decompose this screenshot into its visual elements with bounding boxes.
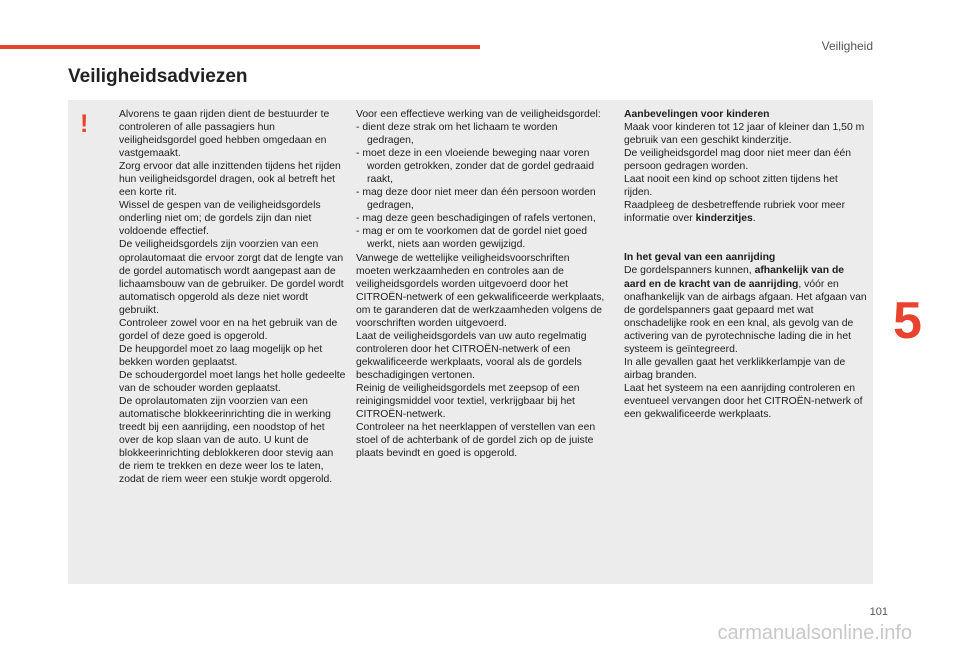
spacer <box>624 238 868 251</box>
heading-children: Aanbevelingen voor kinderen <box>624 109 770 120</box>
list-item: - moet deze in een vloeiende beweging naar voren worden getrokken, zonder dat de gordel gedraaid raakt, <box>356 148 595 186</box>
page-number: 101 <box>869 606 888 618</box>
children-reference <box>624 199 868 225</box>
header-accent-bar <box>0 45 480 49</box>
list-item: - dient deze strak om het lichaam te worden gedragen, <box>356 122 558 147</box>
column-3 <box>624 108 868 421</box>
reference-suffix: . <box>752 213 756 225</box>
heading-collision: In het geval van een aanrijding <box>624 252 776 264</box>
collision-text-suffix: , vóór en onafhankelijk van de airbags afgaan. Het afgaan van de gordelspanners gaat gepaard met wat onschadelijke rook en een knal, als gevolg van de activering van de pyrotechnische lading die in het systeem is geïntegreerd. In alle gevallen gaat het verklikkerlampje van de airbag branden. Laat het systeem na een aanrijding controleren en eventueel vervangen door het CITROËN-netwerk of een gekwalificeerde werkplaats. <box>624 278 867 420</box>
spacer <box>624 225 868 238</box>
children-text: Maak voor kinderen tot 12 jaar of kleiner dan 1,50 m gebruik van een geschikt kinderzitje. De veiligheidsgordel mag door niet meer dan één persoon gedragen worden. Laat nooit een kind op schoot zitten tijdens het rijden. <box>624 122 865 199</box>
collision-text-prefix: De gordelspanners kunnen, <box>624 265 755 277</box>
chapter-number: 5 <box>893 292 922 350</box>
column-1 <box>119 108 347 486</box>
list-item: - mag deze geen beschadigingen of rafels vertonen, <box>356 213 596 225</box>
collision-text <box>624 264 868 421</box>
column-2-intro: Voor een effectieve werking van de veiligheidsgordel: <box>356 109 601 120</box>
column-1-text: Alvorens te gaan rijden dient de bestuurder te controleren of alle passagiers hun veiligheidsgordel goed hebben omgedaan en vastgemaakt. Zorg ervoor dat alle inzittenden tijdens het rijden hun veiligheidsgordel dragen, ook al betreft het een korte rit. Wissel de gespen van de veiligheidsgordels onderling niet om; de gordels zijn dan niet voldoende effectief. De veiligheidsgordels zijn voorzien van een oprolautomaat die ervoor zorgt dat de lengte van de gordel automatisch wordt aangepast aan de lichaamsbouw van de gebruiker. De gordel wordt automatisch opgerold als deze niet wordt gebruikt. Controleer zowel voor en na het gebruik van de gordel of deze goed is opgerold. De heupgordel moet zo laag mogelijk op het bekken worden geplaatst. De schoudergordel moet langs het holle gedeelte van de schouder worden geplaatst. De oprolautomaten zijn voorzien van een automatische blokkeerinrichting die in werking treedt bij een aanrijding, een noodstop of het over de kop slaan van de auto. U kunt de blokkeerinrichting deblokkeren door stevig aan de riem te trekken en deze weer los te laten, zodat de riem weer een stukje wordt opgerold. <box>119 109 346 486</box>
column-2-text: Vanwege de wettelijke veiligheidsvoorschriften moeten werkzaamheden en controles aan de veiligheidsgordels worden uitgevoerd door het CITROËN-netwerk of een gekwalificeerde werkplaats, om te garanderen dat de werkzaamheden volgens de voorschriften worden uitgevoerd. Laat de veiligheidsgordels van uw auto regelmatig controleren door het CITROËN-netwerk of een gekwalificeerde werkplaats, vooral als de gordels beschadigingen vertonen. Reinig de veiligheidsgordels met zeepsop of een reinigingsmiddel voor textiel, verkrijgbaar bij het CITROËN-netwerk. Controleer na het neerklappen of verstellen van een stoel of de achterbank of de gordel zich op de juiste plaats bevindt en goed is opgerold. <box>356 252 605 460</box>
reference-link-text: kinderzitjes <box>695 213 753 225</box>
page-title: Veiligheidsadviezen <box>68 66 248 87</box>
collision-text-bold: afhankelijk van de aard en de kracht van de aanrijding <box>624 265 845 290</box>
warning-icon: ! <box>80 110 89 138</box>
column-2 <box>356 108 605 460</box>
section-label: Veiligheid <box>821 39 873 53</box>
list-item: - mag deze door niet meer dan één persoon worden gedragen, <box>356 187 596 212</box>
list-item: - mag er om te voorkomen dat de gordel niet goed werkt, niets aan worden gewijzigd. <box>356 226 588 251</box>
content-panel <box>68 100 873 584</box>
watermark: carmanualsonline.info <box>717 622 912 644</box>
reference-text: Raadpleeg de desbetreffende rubriek voor meer informatie over <box>624 200 846 225</box>
